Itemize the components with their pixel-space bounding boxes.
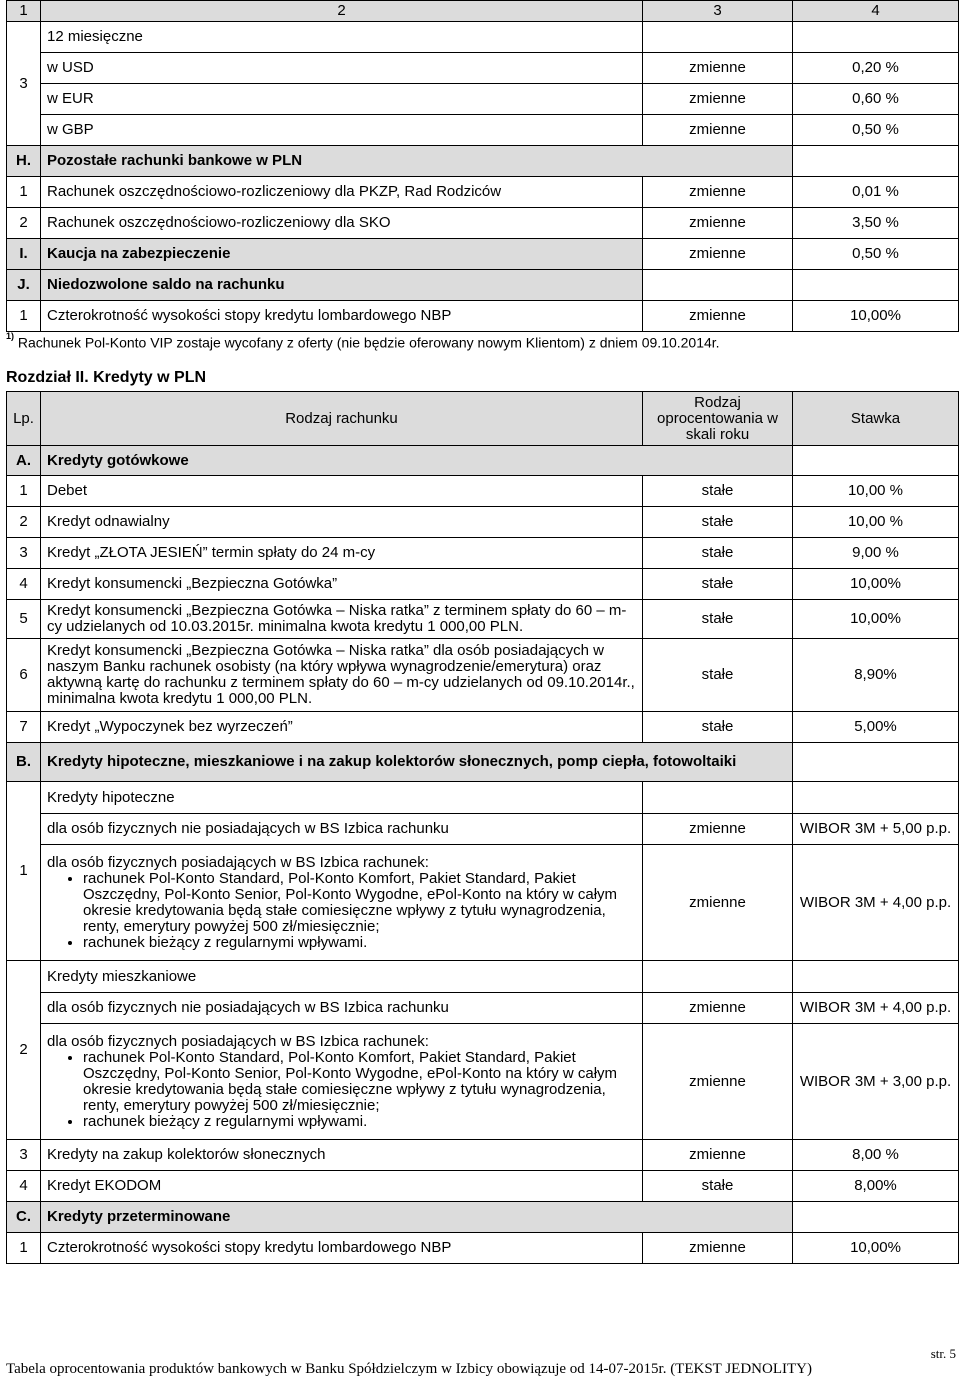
list-item: • rachunek bieżący z regularnymi wpływami. [83,1114,636,1130]
section-letter: H. [7,146,41,177]
rate-type: zmienne [643,53,793,84]
rate-value: 8,90% [793,639,959,712]
rate-value: 0,60 % [793,84,959,115]
section-title: Pozostałe rachunki bankowe w PLN [41,146,793,177]
rate-type: zmienne [643,84,793,115]
section-letter: I. [7,239,41,270]
rate-type: zmienne [643,1140,793,1171]
row-label: w GBP [41,115,643,146]
row-number: 6 [7,639,41,712]
table-header-row [7,1,959,22]
rate-type: stałe [643,476,793,507]
table-row [7,476,959,507]
rate-value: 10,00% [793,569,959,600]
rate-type: zmienne [643,814,793,845]
row-number: 2 [7,208,41,239]
section-row-a [7,446,959,476]
rate-value: 8,00 % [793,1140,959,1171]
table-row [7,814,959,845]
rate-value: WIBOR 3M + 4,00 p.p. [793,845,959,961]
section-title: Kredyty gotówkowe [41,446,793,476]
row-number: 4 [7,1171,41,1202]
rate-type: stałe [643,1171,793,1202]
page-footer: Tabela oprocentowania produktów bankowych w Banku Spółdzielczym w Izbicy obowiązuje od 14-07-2015r. (TEKST JEDNOLITY) [6,1361,812,1377]
rate-value: 5,00% [793,712,959,743]
section-row-j [7,270,959,301]
row-label: Kredyt konsumencki „Bezpieczna Gotówka – Niska ratka” z terminem spłaty do 60 – m-cy udzielanych od 10.03.2015r. minimalna kwota kredytu 1 000,00 PLN. [41,600,643,639]
list-item: • rachunek Pol-Konto Standard, Pol-Konto Komfort, Pakiet Standard, Pakiet Oszczędny, Pol-Konto Senior, Pol-Konto Wygodne, ePol-Konto na który w całym okresie kredytowania będą stałe comiesięczne wpływy z tytułu wynagrodzenia, renty, emerytury powyżej 500 zł/miesięcznie; [83,1050,636,1114]
table-row [7,53,959,84]
rate-value: 10,00% [793,301,959,332]
header-lp: Lp. [7,392,41,446]
section-row-b [7,743,959,782]
row-label: Kredyt konsumencki „Bezpieczna Gotówka – Niska ratka” dla osób posiadających w naszym Banku rachunek osobisty (na który wpływa wynagrodzenie/emerytura) oraz aktywną kartę do rachunku z terminem spłaty do 60 – m-cy udzielanych od 09.10.2014r., minimalna kwota kredytu 1 000,00 PLN. [41,639,643,712]
footnote-marker: 1) [6,331,15,341]
section-letter: J. [7,270,41,301]
header-cell: 2 [41,1,643,22]
row-label: Kredyt odnawialny [41,507,643,538]
rate-type: zmienne [643,993,793,1024]
row-intro: dla osób fizycznych posiadających w BS Izbica rachunek: [47,853,429,871]
row-label: Kredyt „Wypoczynek bez wyrzeczeń” [41,712,643,743]
table-row [7,1233,959,1264]
rate-value: 8,00% [793,1171,959,1202]
table-row [7,845,959,961]
row-label: Czterokrotność wysokości stopy kredytu lombardowego NBP [41,301,643,332]
chapter-title: Rozdział II. Kredyty w PLN [6,369,207,386]
header-cell: 4 [793,1,959,22]
row-label: w USD [41,53,643,84]
table-row [7,1024,959,1140]
footnote-text: Rachunek Pol-Konto VIP zostaje wycofany z oferty (nie będzie oferowany nowym Klientom) z dniem 09.10.2014r. [17,334,720,351]
rate-value: WIBOR 3M + 4,00 p.p. [793,993,959,1024]
table-row [7,782,959,814]
section-letter: B. [7,743,41,782]
rate-value: 10,00 % [793,476,959,507]
list-item: • rachunek Pol-Konto Standard, Pol-Konto Komfort, Pakiet Standard, Pakiet Oszczędny, Pol-Konto Senior, Pol-Konto Wygodne, ePol-Konto na który w całym okresie kredytowania będą stałe comiesięczne wpływy z tytułu wynagrodzenia, renty, emerytury powyżej 500 zł/miesięcznie; [83,871,636,935]
header-cell: 3 [643,1,793,22]
table-row [7,639,959,712]
table-row [7,712,959,743]
section-letter: A. [7,446,41,476]
footnote [6,331,958,351]
header-cell: 1 [7,1,41,22]
bullet-list [47,1050,636,1130]
row-label: Kredyt „ZŁOTA JESIEŃ” termin spłaty do 24 m-cy [41,538,643,569]
row-label: dla osób fizycznych nie posiadających w BS Izbica rachunku [41,814,643,845]
rate-type: zmienne [643,115,793,146]
row-number: 3 [7,1140,41,1171]
table-row [7,538,959,569]
rate-type: stałe [643,712,793,743]
row-label: dla osób fizycznych nie posiadających w BS Izbica rachunku [41,993,643,1024]
section-letter: C. [7,1202,41,1233]
row-label: Debet [41,476,643,507]
row-label: 12 miesięczne [41,22,643,53]
row-number: 1 [7,177,41,208]
rate-value: 0,20 % [793,53,959,84]
table-row [7,569,959,600]
row-label [41,845,643,961]
credit-rates-table [6,391,959,1264]
group-title: Kredyty mieszkaniowe [41,961,643,993]
rate-type: zmienne [643,301,793,332]
table-row [7,84,959,115]
rate-value: 10,00% [793,600,959,639]
row-label: Kredyt EKODOM [41,1171,643,1202]
header-rate: Stawka [793,392,959,446]
row-number: 1 [7,782,41,961]
rate-type: zmienne [643,208,793,239]
rate-type: stałe [643,569,793,600]
table-row [7,993,959,1024]
row-number: 7 [7,712,41,743]
table-row [7,600,959,639]
row-number: 4 [7,569,41,600]
group-title: Kredyty hipoteczne [41,782,643,814]
row-number: 2 [7,507,41,538]
row-intro: dla osób fizycznych posiadających w BS Izbica rachunek: [47,1032,429,1050]
row-label: Czterokrotność wysokości stopy kredytu lombardowego NBP [41,1233,643,1264]
table-row [7,1171,959,1202]
rate-type: stałe [643,507,793,538]
rate-type: stałe [643,538,793,569]
section-title: Kaucja na zabezpieczenie [41,239,643,270]
bullet-list [47,871,636,951]
rate-value: WIBOR 3M + 3,00 p.p. [793,1024,959,1140]
rate-value: 9,00 % [793,538,959,569]
row-number: 2 [7,961,41,1140]
rate-type: stałe [643,600,793,639]
row-number: 1 [7,476,41,507]
row-number: 3 [7,538,41,569]
table-row [7,961,959,993]
section-title: Kredyty przeterminowane [41,1202,793,1233]
rate-value: WIBOR 3M + 5,00 p.p. [793,814,959,845]
table-header-row [7,392,959,446]
list-item: • rachunek bieżący z regularnymi wpływami. [83,935,636,951]
deposit-rates-table [6,0,959,332]
row-label: Rachunek oszczędnościowo-rozliczeniowy dla PKZP, Rad Rodziców [41,177,643,208]
row-label: w EUR [41,84,643,115]
rate-type: zmienne [643,177,793,208]
header-type: Rodzaj oprocentowania w skali roku [643,392,793,446]
rate-value: 0,50 % [793,239,959,270]
row-label: Kredyt konsumencki „Bezpieczna Gotówka” [41,569,643,600]
section-row-h [7,146,959,177]
row-number: 1 [7,301,41,332]
section-row-i [7,239,959,270]
row-number: 1 [7,1233,41,1264]
section-title: Kredyty hipoteczne, mieszkaniowe i na zakup kolektorów słonecznych, pomp ciepła, fotowoltaiki [41,743,793,782]
rate-type: zmienne [643,845,793,961]
rate-type: zmienne [643,1024,793,1140]
row-number: 5 [7,600,41,639]
row-label [41,1024,643,1140]
table-row [7,1140,959,1171]
table-row [7,301,959,332]
section-title: Niedozwolone saldo na rachunku [41,270,643,301]
rate-value: 0,50 % [793,115,959,146]
rate-type: zmienne [643,1233,793,1264]
table-row [7,507,959,538]
header-kind: Rodzaj rachunku [41,392,643,446]
rate-value: 3,50 % [793,208,959,239]
rate-value: 0,01 % [793,177,959,208]
rate-value: 10,00 % [793,507,959,538]
row-label: Kredyty na zakup kolektorów słonecznych [41,1140,643,1171]
table-row [7,115,959,146]
table-row [7,22,959,53]
rate-type: zmienne [643,239,793,270]
table-row [7,177,959,208]
row-number: 3 [7,22,41,146]
section-row-c [7,1202,959,1233]
page-number: str. 5 [930,1346,956,1361]
rate-type: stałe [643,639,793,712]
table-row [7,208,959,239]
row-label: Rachunek oszczędnościowo-rozliczeniowy dla SKO [41,208,643,239]
rate-value: 10,00% [793,1233,959,1264]
